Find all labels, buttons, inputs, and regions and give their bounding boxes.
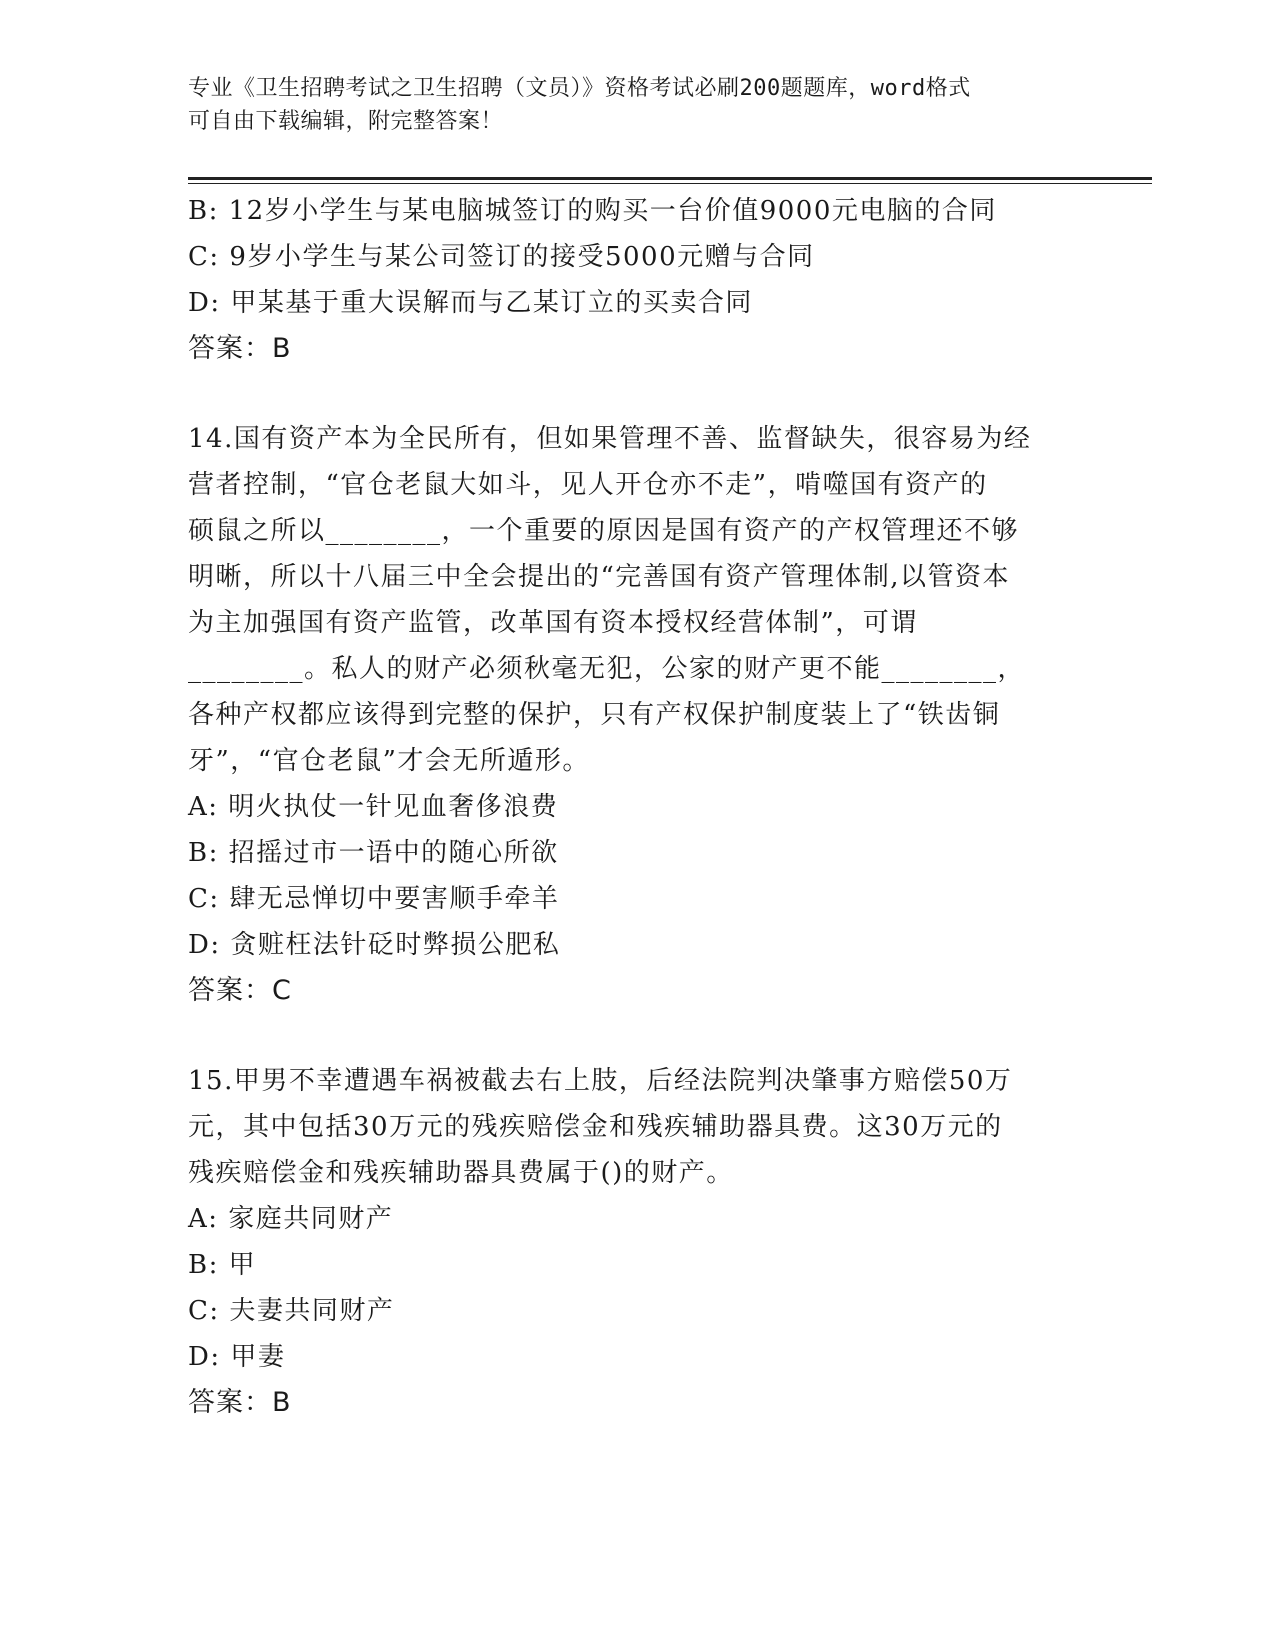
q15-stem xyxy=(188,1058,1088,1196)
q15-stem-line: 元，其中包括30万元的残疾赔偿金和残疾辅助器具费。这30万元的 xyxy=(188,1112,1003,1142)
q14-option-a: A: 明火执仗一针见血奢侈浪费 xyxy=(188,792,559,822)
q13-option-c: C: 9岁小学生与某公司签订的接受5000元赠与合同 xyxy=(188,242,815,272)
q13-answer: 答案：B xyxy=(188,333,292,364)
header-line-2: 可自由下载编辑，附完整答案！ xyxy=(188,109,504,134)
question-13-block xyxy=(188,188,1088,372)
q14-stem-line: 营者控制，“官仓老鼠大如斗，见人开仓亦不走”，啃噬国有资产的 xyxy=(188,470,988,500)
q14-option-b: B: 招摇过市一语中的随心所欲 xyxy=(188,838,559,868)
q15-stem-line: 残疾赔偿金和残疾辅助器具费属于()的财产。 xyxy=(188,1158,734,1188)
q15-option-c: C: 夫妻共同财产 xyxy=(188,1296,395,1326)
question-content xyxy=(188,188,1088,1426)
q14-stem-line: ________。私人的财产必须秋毫无犯，公家的财产更不能________， xyxy=(188,654,1026,684)
q15-option-d: D: 甲妻 xyxy=(188,1342,286,1372)
q13-option-b: B: 12岁小学生与某电脑城签订的购买一台价值9000元电脑的合同 xyxy=(188,196,997,226)
q14-stem-line: 14.国有资产本为全民所有，但如果管理不善、监督缺失，很容易为经 xyxy=(188,424,1032,454)
question-14-block xyxy=(188,416,1088,1014)
q14-stem-line: 各种产权都应该得到完整的保护，只有产权保护制度装上了“铁齿铜 xyxy=(188,700,1001,730)
document-header xyxy=(188,72,1068,138)
q14-stem-line: 牙”，“官仓老鼠”才会无所遁形。 xyxy=(188,746,590,776)
header-divider-thick xyxy=(188,177,1152,180)
q14-stem-line: 为主加强国有资产监管，改革国有资本授权经营体制”，可谓 xyxy=(188,608,918,638)
q14-option-c: C: 肆无忌惮切中要害顺手牵羊 xyxy=(188,884,560,914)
question-15-block xyxy=(188,1058,1088,1426)
q13-option-d: D: 甲某基于重大误解而与乙某订立的买卖合同 xyxy=(188,288,753,318)
q14-stem-line: 硕鼠之所以________，一个重要的原因是国有资产的产权管理还不够 xyxy=(188,516,1020,546)
q14-stem xyxy=(188,416,1088,784)
q14-answer: 答案：C xyxy=(188,975,292,1006)
q14-option-d: D: 贪赃枉法针砭时弊损公肥私 xyxy=(188,930,561,960)
q15-answer: 答案：B xyxy=(188,1387,292,1418)
header-line-1: 专业《卫生招聘考试之卫生招聘（文员）》资格考试必刷200题题库，word格式 xyxy=(188,76,971,101)
q15-option-a: A: 家庭共同财产 xyxy=(188,1204,394,1234)
q15-option-b: B: 甲 xyxy=(188,1250,257,1280)
header-divider-thin xyxy=(188,183,1152,184)
q15-stem-line: 15.甲男不幸遭遇车祸被截去右上肢，后经法院判决肇事方赔偿50万 xyxy=(188,1066,1013,1096)
q14-stem-line: 明晰，所以十八届三中全会提出的“完善国有资产管理体制,以管资本 xyxy=(188,562,1011,592)
